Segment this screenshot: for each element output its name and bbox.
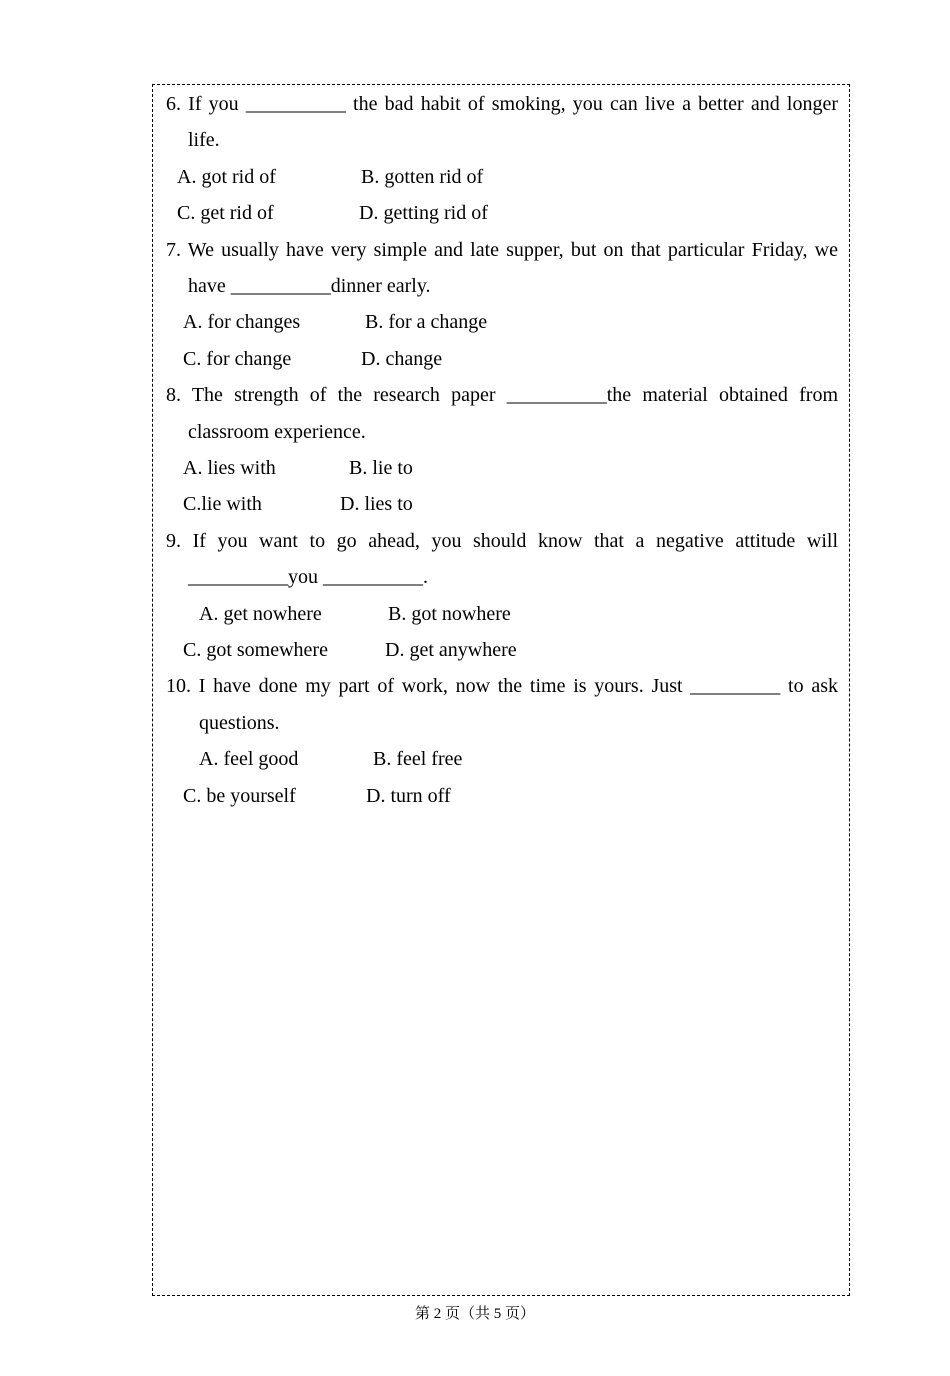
question-10-options-row-2 — [166, 778, 838, 814]
question-9-options-row-1 — [166, 596, 838, 632]
question-6-options-row-1 — [166, 159, 838, 195]
question-8-options-row-2 — [166, 486, 838, 522]
question-10-stem: 10. I have done my part of work, now the time is yours. Just _________ to ask questions. — [166, 675, 838, 734]
option-c: C. get rid of — [177, 202, 274, 225]
option-c: C. be yourself — [183, 784, 296, 807]
question-6-stem: 6. If you __________ the bad habit of smoking, you can live a better and longer life. — [166, 93, 838, 152]
question-8-options-row-1 — [166, 450, 838, 486]
option-a: A. for changes — [183, 311, 301, 334]
question-7-stem: 7. We usually have very simple and late supper, but on that particular Friday, we have __________dinner early. — [166, 238, 838, 297]
question-7-options-row-2 — [166, 341, 838, 377]
option-c: C.lie with — [183, 493, 262, 516]
option-c: C. for change — [183, 347, 292, 370]
question-9-options-row-2 — [166, 632, 838, 668]
question-list — [166, 86, 838, 814]
question-6-options-row-2 — [166, 195, 838, 231]
question-7-options-row-1 — [166, 304, 838, 340]
question-6 — [166, 86, 838, 232]
option-a: A. lies with — [183, 457, 276, 479]
question-8 — [166, 377, 838, 523]
option-a: A. got rid of — [177, 165, 276, 188]
option-d: D. change — [361, 347, 443, 370]
option-b: B. for a change — [365, 311, 488, 334]
option-b: B. got nowhere — [388, 602, 511, 625]
option-a: A. get nowhere — [199, 602, 322, 625]
question-8-stem: 8. The strength of the research paper __________the material obtained from classroom experience. — [166, 384, 838, 443]
question-9 — [166, 523, 838, 669]
question-9-stem: 9. If you want to go ahead, you should know that a negative attitude will __________you __________. — [166, 529, 838, 589]
option-a: A. feel good — [199, 748, 299, 771]
question-10-options-row-1 — [166, 741, 838, 777]
page-number-footer: 第 2 页（共 5 页） — [414, 1306, 535, 1322]
question-7 — [166, 232, 838, 378]
option-b: B. feel free — [373, 748, 463, 771]
question-10 — [166, 668, 838, 814]
option-d: D. turn off — [366, 784, 451, 807]
option-d: D. getting rid of — [359, 202, 488, 225]
option-b: B. gotten rid of — [361, 165, 484, 188]
option-d: D. lies to — [340, 493, 413, 516]
option-c: C. got somewhere — [183, 638, 328, 661]
option-d: D. get anywhere — [385, 638, 517, 661]
option-b: B. lie to — [349, 457, 413, 479]
